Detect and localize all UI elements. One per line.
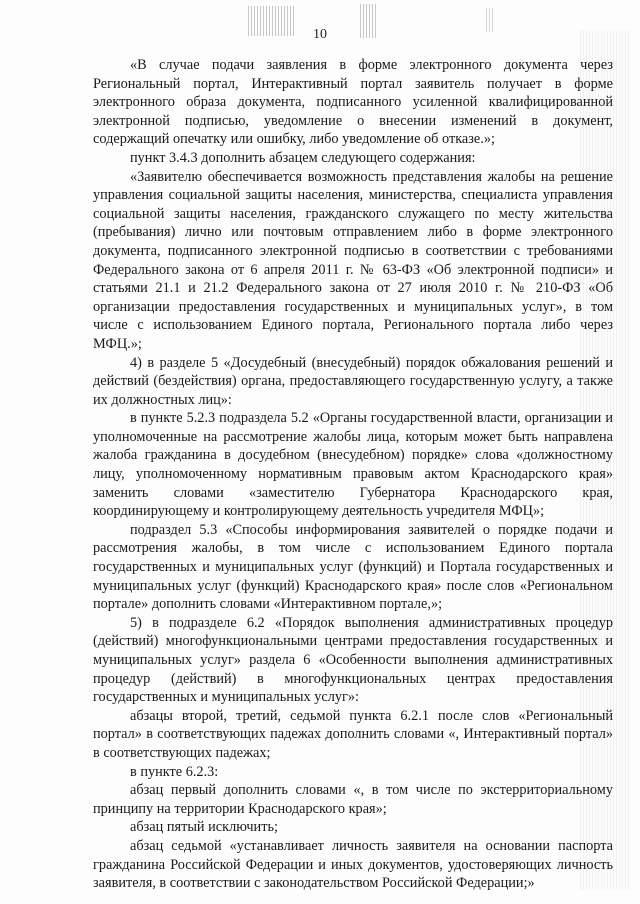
paragraph: абзацы второй, третий, седьмой пункта 6.2.1 после слов «Региональный портал» в соответствующих падежах дополнить словами «, Интерактивный портал» в соответствующих падежах; [93, 707, 613, 761]
paragraph: абзац пятый исключить; [130, 819, 278, 836]
document-body [93, 56, 613, 893]
paragraph: 4) в разделе 5 «Досудебный (внесудебный) порядок обжалования решений и действий (бездействия) органа, предоставляющего государственную услугу, а также их должностных лиц»: [93, 354, 613, 408]
paragraph: абзац седьмой «устанавливает личность заявителя на основании паспорта гражданина Российской Федерации и иных документов, удостоверяющих личность заявителя, в соответствии с законодательством Российской Федерации;» [93, 837, 613, 892]
paragraph: в пункте 5.2.3 подраздела 5.2 «Органы государственной власти, организации и уполномоченные на рассмотрение жалобы лица, которым может быть направлена жалоба гражданина в досудебном (внесудебном) порядке» слова «должностному лицу, уполномоченному нормативным правовым актом Краснодарского края» заменить словами «заместителю Губернатора Краснодарского края, координирующему и контролирующему деятельность учредителя МФЦ»; [93, 410, 613, 520]
paragraph: 5) в подразделе 6.2 «Порядок выполнения административных процедур (действий) многофункциональными центрами предоставления государственных и муниципальных услуг» раздела 6 «Особенности выполнения административных процедур (действий) в многофункциональных центрах предоставления государственных и муниципальных услуг»: [93, 614, 613, 706]
paragraph: в пункте 6.2.3: [130, 763, 219, 780]
paragraph: абзац первый дополнить словами «, в том числе по экстерриториальному принципу на территории Краснодарского края»; [93, 782, 613, 817]
paragraph: пункт 3.4.3 дополнить абзацем следующего содержания: [130, 149, 476, 166]
paragraph: подраздел 5.3 «Способы информирования заявителей о порядке подачи и рассмотрения жалобы, в том числе с использованием Единого портала государственных и муниципальных услуг (функций) и Портала государственных и муниципальных услуг (функций) Краснодарского края» после слов «Региональном портале» дополнить словами «Интерактивном портале,»; [93, 521, 613, 613]
paragraph: «Заявителю обеспечивается возможность представления жалобы на решение управления социальной защиты населения, министерства, специалиста управления социальной защиты населения, гражданского служащего по месту жительства (пребывания) лично или почтовым отправлением либо в форме электронного документа, подписанного электронной подписью в соответствии с требованиями Федерального закона от 6 апреля 2011 г. № 63-ФЗ «Об электронной подписи» и статьями 21.1 и 21.2 Федерального закона от 27 июля 2010 г. № 210-ФЗ «Об организации предоставления государственных и муниципальных услуг», в том числе с использованием Единого портала, Регионального портала либо через МФЦ.»; [93, 168, 613, 352]
page-number: 10 [313, 27, 327, 42]
paragraph: «В случае подачи заявления в форме электронного документа через Региональный портал, Интерактивный портал заявитель получает в форме электронного образа документа, подписанного усиленной квалифицированной электронной подписью, уведомление о внесении изменений в документ, содержащий опечатку или ошибку, либо уведомление об отказе.»; [93, 57, 613, 148]
